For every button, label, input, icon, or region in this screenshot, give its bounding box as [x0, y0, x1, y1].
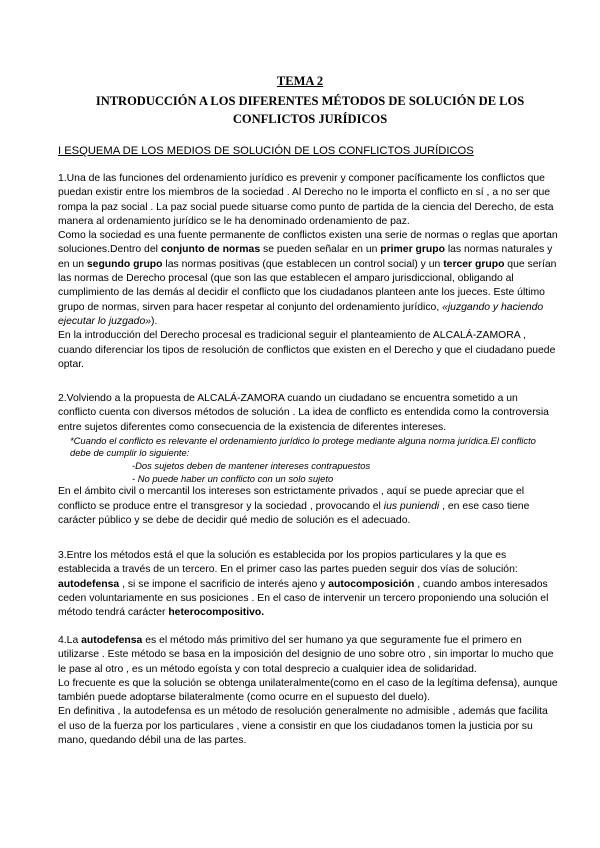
p1-text-4: las normas naturales y en un — [58, 244, 553, 270]
p3-bold-heterocompositivo: heterocompositivo. — [168, 607, 265, 619]
p1-text-3: se pueden señalar en un — [260, 244, 381, 256]
paragraph-3 — [58, 549, 558, 620]
section-heading: I ESQUEMA DE LOS MEDIOS DE SOLUCIÓN DE LOS CONFLICTOS JURÍDICOS — [58, 145, 474, 157]
p4-text-4: En definitiva , la autodefensa es un método de resolución generalmente no admisible , además que facilita el uso de la fuerza por los particulares , viene a consistir en que los ciudadanos tomen la justicia por su mano, quedando débil una de las partes. — [58, 706, 548, 747]
paragraph-2-body — [58, 485, 558, 528]
p1-text-2: Como la sociedad es una fuente permanente de conflictos existen una serie de normas o reglas que aportan soluciones.Dentro del — [58, 230, 558, 256]
paragraph-4-conclusion — [58, 705, 558, 748]
p1-bold-primer-grupo: primer grupo — [380, 244, 445, 256]
paragraph-4-frequent — [58, 677, 558, 706]
document-title: INTRODUCCIÓN A LOS DIFERENTES MÉTODOS DE SOLUCIÓN DE LOS CONFLICTOS JURÍDICOS — [95, 94, 525, 126]
p3-text-2: , si se impone el sacrificio de interés ajeno y — [119, 578, 329, 590]
p3-text-3: , cuando ambos interesados ceden voluntariamente en sus posiciones . En el caso de intervenir un tercero proponiendo una solución el método tendrá carácter — [58, 578, 549, 619]
p3-bold-autodefensa: autodefensa — [58, 578, 120, 590]
paragraph-1-body — [58, 229, 558, 329]
p1-text-8: En la introducción del Derecho procesal es tradicional seguir el planteamiento de ALCALÁ-ZAMORA , cuando diferenciar los tipos de resolución de conflictos que existen en el Derecho y que el ciudadano puede optar. — [58, 330, 556, 370]
p4-bold-autodefensa: autodefensa — [81, 635, 143, 646]
tema-heading: TEMA 2 — [276, 74, 324, 88]
p1-bold-segundo-grupo: segundo grupo — [86, 258, 163, 270]
p1-italic-quote: «juzgando y haciendo ejecutar lo juzgado» — [58, 301, 544, 327]
p4-text-1: 4.La — [58, 635, 82, 646]
p1-text-7: ). — [151, 315, 158, 327]
p2-text-3: , en ese caso tiene carácter público y se debe de decidir qué medio de solución es el adecuado. — [58, 500, 530, 526]
paragraph-4 — [58, 634, 558, 748]
p4-text-2: es el método más primitivo del ser humano ya que seguramente fue el primero en utilizarse . Este método se basa en la imposición del designio de uno sobre otro , sin importar lo mucho que le pase al otro , es un método egoísta y con total desprecio a cualquier idea de solidaridad. — [58, 635, 554, 675]
p1-text-5: las normas positivas (que establecen un control social) y un — [162, 258, 444, 270]
p1-bold-tercer-grupo: tercer grupo — [443, 258, 505, 270]
p2-text-1: 2.Volviendo a la propuesta de ALCALÁ-ZAMORA cuando un ciudadano se encuentra sometido a un conflicto cuenta con diversos métodos de solución . La idea de conflicto es entendida como la controversia entre sujetos diferentes como consecuencia de la existencia de diferentes intereses. — [58, 393, 549, 433]
paragraph-2-condition-1: -Dos sujetos deben de mantener intereses contrapuestos — [132, 460, 371, 472]
paragraph-2-intro — [58, 392, 558, 435]
paragraph-1 — [58, 172, 558, 372]
p4-text-3: Lo frecuente es que la solución se obtenga unilateralmente(como en el caso de la legítima defensa), aunque también puede adoptarse bilateralmente (como ocurre en el supuesto del duelo). — [58, 677, 558, 704]
paragraph-1-intro — [58, 172, 558, 229]
p1-text-6: que serían las normas de Derecho procesal (que son las que establecen el amparo jurisdiccional, obligando al cumplimiento de las demás al decidir el conflicto que los ciudadanos planteen ante los jueces. Este último grupo de normas, sirven para hacer respetar al conjunto del ordenamiento jurídico, — [58, 258, 557, 313]
p2-italic-ius-puniendi: ius puniendi — [383, 500, 440, 512]
paragraph-4-intro — [58, 634, 558, 677]
p2-text-2: En el ámbito civil o mercantil los intereses son estrictamente privados , aquí se puede apreciar que el conflicto se produce entre el transgresor y la sociedad , provocando el — [58, 486, 525, 512]
paragraph-2-condition-2: - No puede haber un conflicto con un solo sujeto — [132, 472, 334, 484]
p1-bold-conjunto: conjunto de normas — [160, 244, 261, 256]
paragraph-1-closing — [58, 329, 558, 372]
paragraph-2-note: *Cuando el conflicto es relevante el ordenamiento jurídico lo protege mediante alguna norma jurídica.El conflicto debe de cumplir lo siguiente: — [70, 434, 536, 459]
paragraph-2 — [58, 392, 558, 528]
p3-text-1: 3.Entre los métodos está el que la solución es establecida por los propios particulares y la que es establecida a través de un tercero. En el primer caso las partes pueden seguir dos vías de solución: — [58, 550, 518, 576]
p1-text-1: 1.Una de las funciones del ordenamiento jurídico es prevenir y componer pacíficamente los conflictos que puedan existir entre los miembros de la sociedad . Al Derecho no le importa el conflicto en sí , a no ser que rompa la paz social . La paz social puede situarse como punto de partida de la ciencia del Derecho, de esta manera al ordenamiento jurídico se le ha denominado ordenamiento de paz. — [58, 173, 554, 227]
p3-bold-autocomposicion: autocomposición — [328, 578, 415, 590]
paragraph-3-body — [58, 549, 558, 620]
